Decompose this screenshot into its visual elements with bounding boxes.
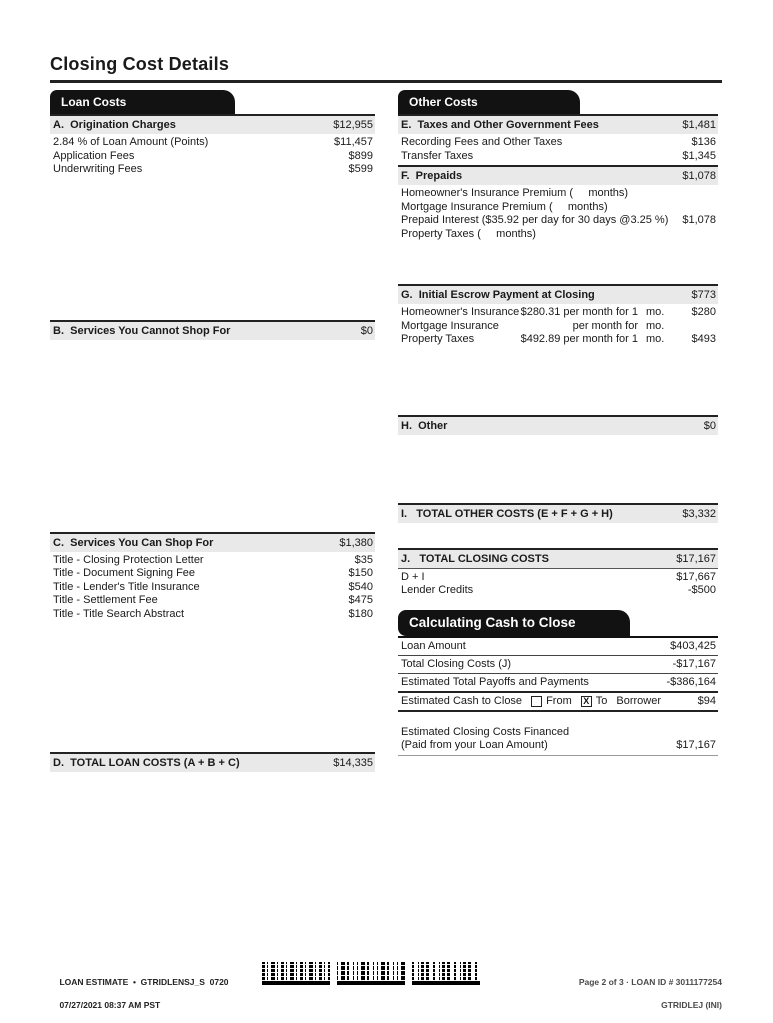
- escrow-label: Property Taxes: [401, 333, 475, 345]
- section-e-rows: [398, 134, 718, 163]
- section-i-label: I. TOTAL OTHER COSTS (E + F + G + H): [401, 507, 613, 520]
- fee-row: [50, 150, 375, 164]
- fee-row: [50, 581, 375, 595]
- section-a-header: [50, 114, 375, 134]
- cash-amount: -$17,167: [672, 658, 716, 670]
- estimated-cash-amount: $94: [697, 695, 716, 707]
- cash-to-close-tab: Calculating Cash to Close: [398, 610, 630, 636]
- section-j-header: [398, 548, 718, 569]
- cash-label: Loan Amount: [401, 640, 466, 652]
- fee-label: Underwriting Fees: [53, 163, 143, 175]
- fee-amount: $475: [348, 594, 373, 606]
- fee-label: Title - Title Search Abstract: [53, 607, 185, 620]
- fee-amount: $17,667: [676, 570, 716, 583]
- section-d-amount: $14,335: [333, 757, 373, 769]
- section-f-header: [398, 165, 718, 185]
- section-g-rows: [398, 304, 718, 347]
- fee-amount: $136: [691, 136, 716, 148]
- escrow-label: Mortgage Insurance: [401, 319, 499, 332]
- fee-amount: $180: [348, 607, 373, 620]
- financed-label: [401, 726, 569, 753]
- from-checkbox: [531, 696, 542, 707]
- fee-amount: $899: [348, 149, 373, 162]
- section-c-rows: [50, 552, 375, 622]
- financed-amount: $17,167: [676, 739, 716, 751]
- fee-amount: $540: [348, 580, 373, 593]
- escrow-amount: $493: [691, 333, 716, 345]
- escrow-row: [398, 306, 718, 320]
- fee-row: [50, 136, 375, 150]
- financed-label-line1: Estimated Closing Costs Financed: [401, 725, 570, 738]
- barcode-icon: [412, 962, 480, 985]
- footer-file-id: GTRIDLEJ (INI): [661, 999, 722, 1010]
- cash-label: Total Closing Costs (J): [401, 658, 512, 670]
- loan-costs-column: [50, 90, 375, 772]
- footer-page-loan-id: Page 2 of 3 · LOAN ID # 3011177254: [578, 976, 722, 987]
- section-h-header: [398, 415, 718, 435]
- estimated-cash-label: Estimated Cash to Close: [401, 695, 523, 707]
- section-f-label: F. Prepaids: [401, 170, 463, 182]
- escrow-row: [398, 333, 718, 347]
- fee-label: Title - Document Signing Fee: [53, 567, 196, 579]
- fee-row: [50, 163, 375, 177]
- fee-amount: -$500: [687, 584, 716, 596]
- section-g-label: G. Initial Escrow Payment at Closing: [401, 289, 595, 301]
- cash-to-close-table: [398, 636, 718, 712]
- fee-label: Application Fees: [53, 149, 135, 162]
- section-h-label: H. Other: [401, 419, 448, 432]
- section-b-header: [50, 320, 375, 340]
- escrow-unit: mo.: [646, 306, 665, 318]
- fee-amount: $35: [354, 553, 373, 566]
- other-costs-tab: Other Costs: [398, 90, 580, 114]
- fee-amount: $150: [348, 567, 373, 579]
- fee-row: [50, 594, 375, 608]
- escrow-detail: per month for: [572, 319, 638, 332]
- closing-costs-financed: [398, 726, 718, 756]
- fee-row: [50, 554, 375, 568]
- fee-label: Title - Closing Protection Letter: [53, 553, 204, 566]
- fee-label: Transfer Taxes: [401, 149, 474, 162]
- fee-row: [398, 187, 718, 201]
- estimated-cash-row: [398, 693, 718, 712]
- loan-costs-tab: Loan Costs: [50, 90, 235, 114]
- section-f-amount: $1,078: [682, 170, 716, 182]
- cash-row: [398, 656, 718, 674]
- page-title: Closing Cost Details: [50, 54, 230, 74]
- section-c-label: C. Services You Can Shop For: [53, 536, 214, 549]
- fee-label: Title - Settlement Fee: [53, 594, 158, 606]
- cash-label: Estimated Total Payoffs and Payments: [401, 676, 589, 688]
- section-e-label: E. Taxes and Other Government Fees: [401, 119, 599, 131]
- section-c-amount: $1,380: [339, 536, 373, 549]
- fee-amount: $1,345: [682, 149, 716, 162]
- fee-label: Homeowner's Insurance Premium ( months): [401, 187, 629, 199]
- section-j-label: J. TOTAL CLOSING COSTS: [401, 552, 549, 565]
- fee-label: Recording Fees and Other Taxes: [401, 136, 563, 148]
- other-costs-column: [398, 90, 718, 756]
- fee-label: D + I: [401, 570, 425, 583]
- section-d-label: D. TOTAL LOAN COSTS (A + B + C): [53, 757, 240, 769]
- fee-label: Lender Credits: [401, 584, 474, 596]
- section-d-header: [50, 752, 375, 772]
- section-h-amount: $0: [703, 419, 716, 432]
- fee-row: [398, 136, 718, 150]
- borrower-label: Borrower: [616, 695, 661, 707]
- barcode-icon: [337, 962, 405, 985]
- footer-right: [569, 965, 722, 1023]
- fee-row: [398, 228, 718, 242]
- section-e-amount: $1,481: [682, 119, 716, 131]
- section-g-amount: $773: [691, 289, 716, 301]
- section-a-label: A. Origination Charges: [53, 119, 176, 131]
- section-j-amount: $17,167: [676, 552, 716, 565]
- fee-row: [50, 567, 375, 581]
- footer-barcodes: [262, 962, 480, 985]
- section-j-rows: [398, 569, 718, 598]
- escrow-label: Homeowner's Insurance: [401, 306, 520, 318]
- fee-row: [398, 214, 718, 228]
- to-label: To: [595, 695, 608, 707]
- fee-amount: $11,457: [334, 136, 373, 148]
- section-b-label: B. Services You Cannot Shop For: [53, 324, 231, 337]
- section-g-header: [398, 284, 718, 304]
- section-a-amount: $12,955: [333, 119, 373, 131]
- fee-row: [398, 584, 718, 598]
- section-i-header: [398, 503, 718, 523]
- fee-row: [398, 150, 718, 164]
- title-divider: [50, 80, 722, 83]
- escrow-amount: $280: [691, 306, 716, 318]
- escrow-detail: $492.89 per month for 1: [520, 333, 638, 345]
- escrow-row: [398, 320, 718, 334]
- fee-label: Mortgage Insurance Premium ( months): [401, 200, 608, 213]
- fee-label: Property Taxes ( months): [401, 227, 536, 240]
- cash-row: [398, 638, 718, 656]
- section-b-amount: $0: [360, 324, 373, 337]
- section-e-header: [398, 114, 718, 134]
- fee-label: Prepaid Interest ($35.92 per day for 30 days @3.25 %): [401, 214, 669, 226]
- fee-label: 2.84 % of Loan Amount (Points): [53, 136, 209, 148]
- fee-row: [398, 201, 718, 215]
- footer-timestamp: 07/27/2021 08:37 AM PST: [59, 999, 161, 1010]
- to-checkbox: X: [581, 696, 592, 707]
- section-i-amount: $3,332: [682, 507, 716, 520]
- section-a-rows: [50, 134, 375, 177]
- fee-amount: $1,078: [682, 214, 716, 226]
- section-f-rows: [398, 185, 718, 241]
- fee-label: Title - Lender's Title Insurance: [53, 580, 200, 593]
- barcode-icon: [262, 962, 330, 985]
- fee-row: [398, 571, 718, 585]
- footer-left: [50, 965, 229, 1023]
- fee-row: [50, 608, 375, 622]
- cash-amount: -$386,164: [666, 676, 716, 688]
- footer-doc-id: LOAN ESTIMATE • GTRIDLENSJ_S 0720: [59, 976, 229, 987]
- cash-amount: $403,425: [670, 640, 716, 652]
- financed-label-line2: (Paid from your Loan Amount): [401, 739, 548, 751]
- cash-row: [398, 674, 718, 693]
- escrow-detail: $280.31 per month for 1: [520, 306, 638, 318]
- escrow-unit: mo.: [646, 319, 665, 332]
- fee-amount: $599: [348, 163, 373, 175]
- section-c-header: [50, 532, 375, 552]
- escrow-unit: mo.: [646, 333, 665, 345]
- from-label: From: [546, 695, 572, 707]
